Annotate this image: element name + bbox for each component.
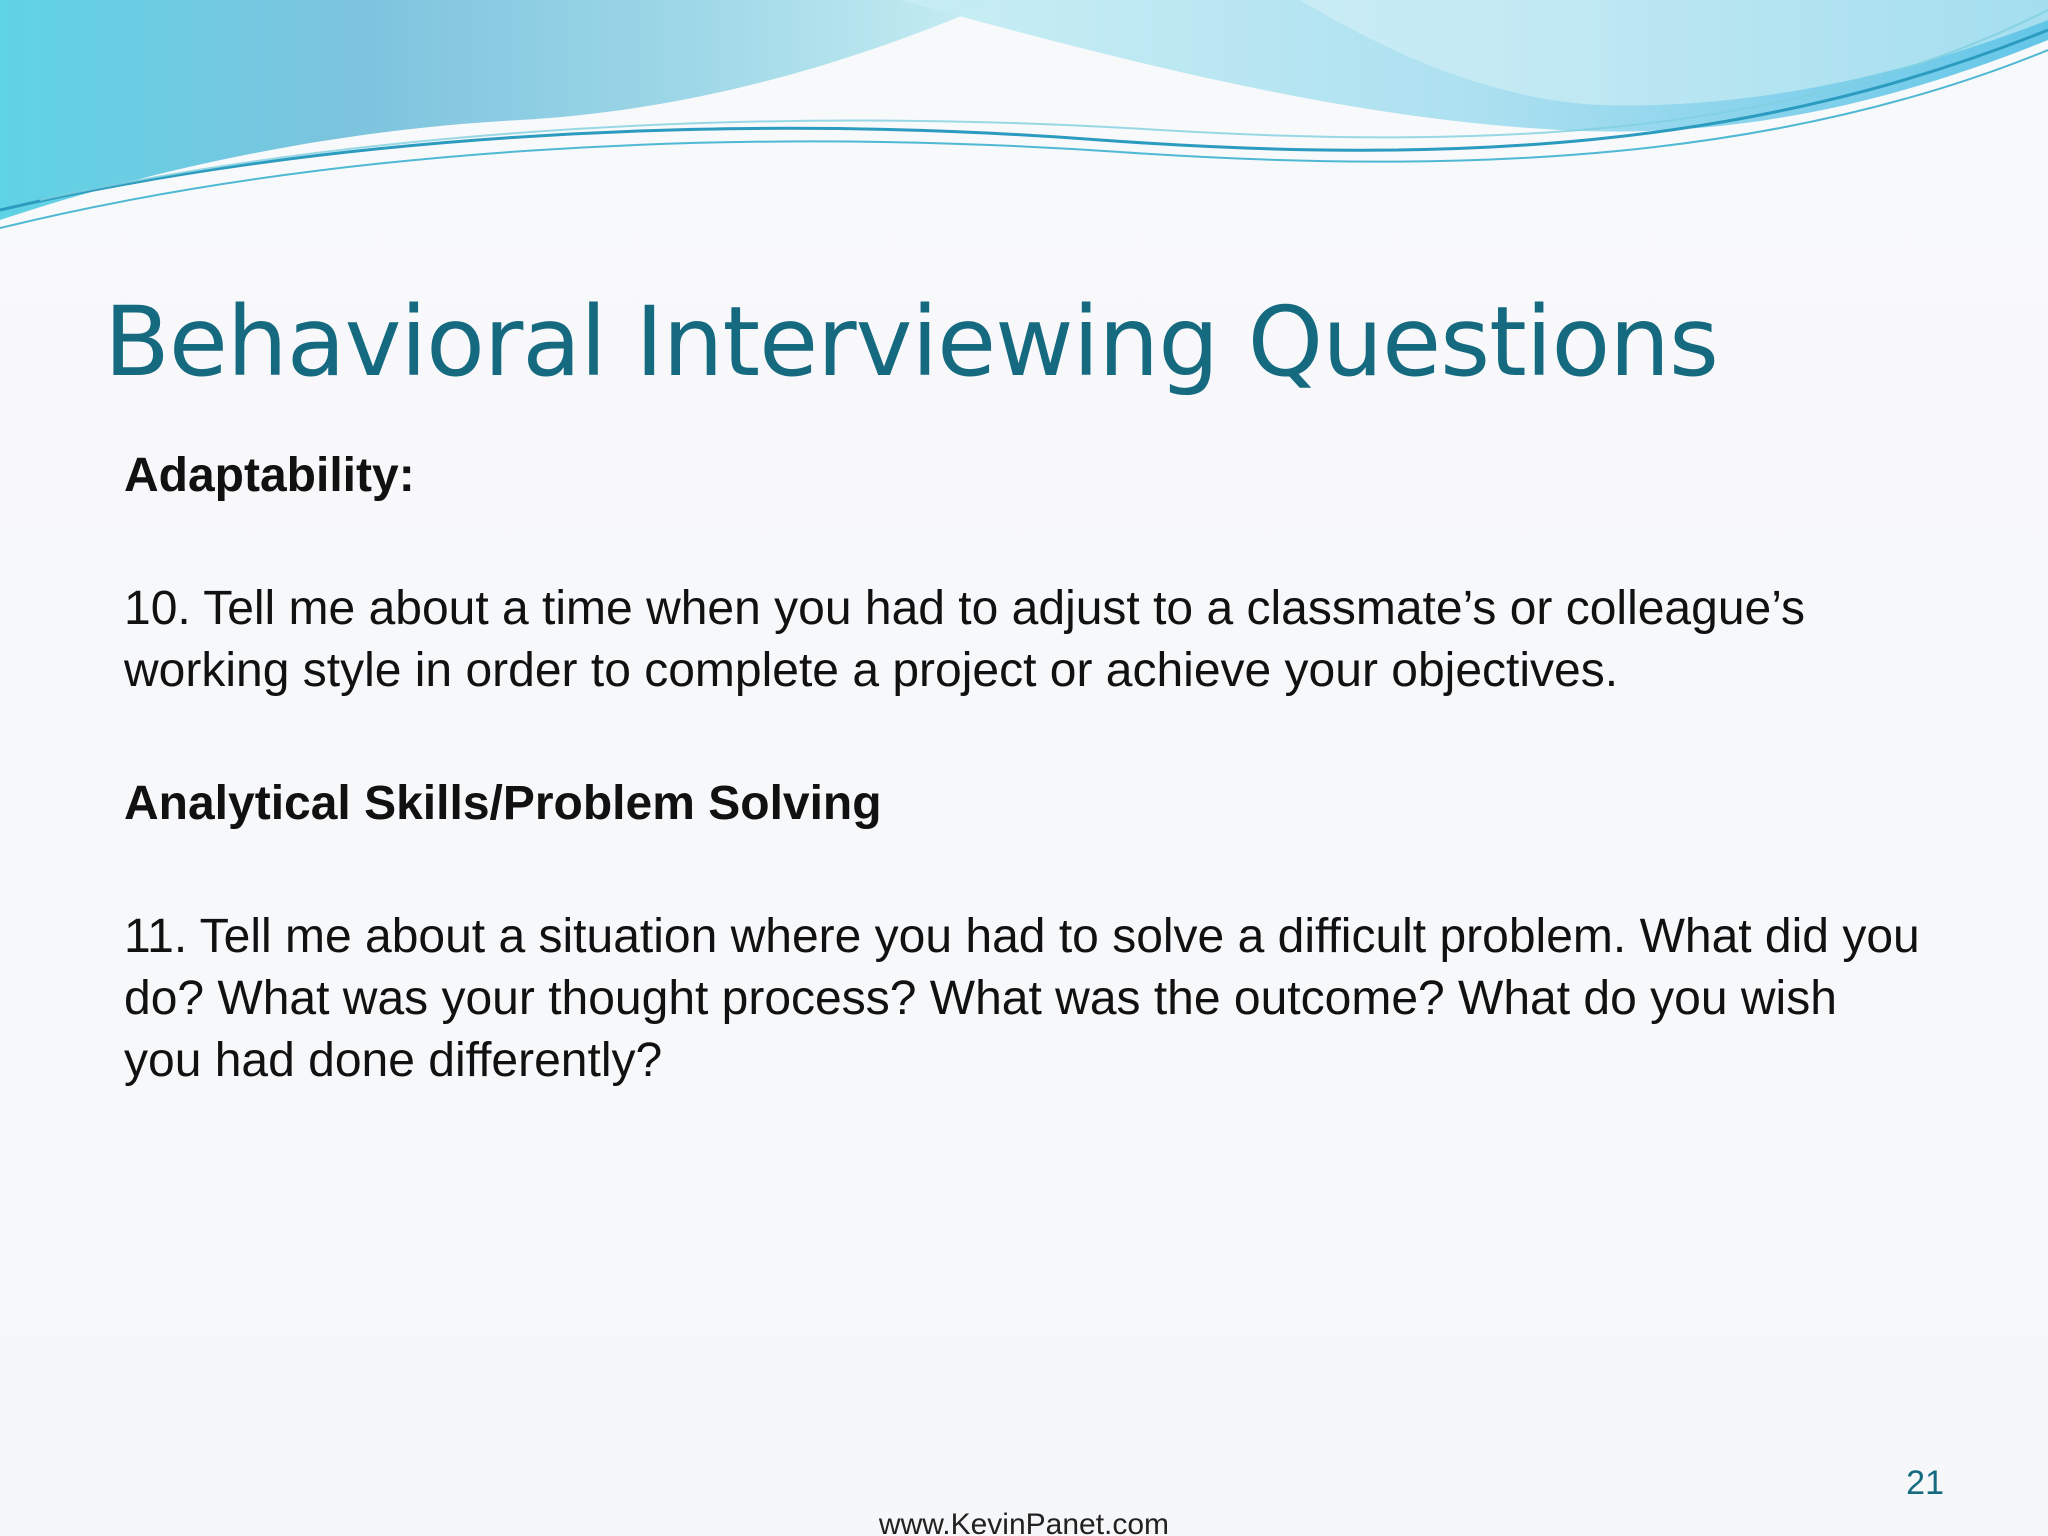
header-wave-decoration	[0, 0, 2048, 240]
footer-url: www.KevinPanet.com	[878, 1508, 1170, 1536]
question-11: 11. Tell me about a situation where you had to solve a difficult problem. What did you do? What was your thought process? What was the outcome? What do you wish you had done differently?	[124, 910, 1920, 1087]
page-number: 21	[1906, 1464, 1944, 1502]
slide-title: Behavioral Interviewing Questions	[104, 286, 1719, 398]
slide-body	[124, 446, 1924, 1092]
section-heading-adaptability: Adaptability:	[124, 449, 415, 502]
section-heading-analytical-skills: Analytical Skills/Problem Solving	[124, 777, 882, 830]
question-10: 10. Tell me about a time when you had to adjust to a classmate’s or colleague’s working style in order to complete a project or achieve your objectives.	[124, 582, 1806, 697]
